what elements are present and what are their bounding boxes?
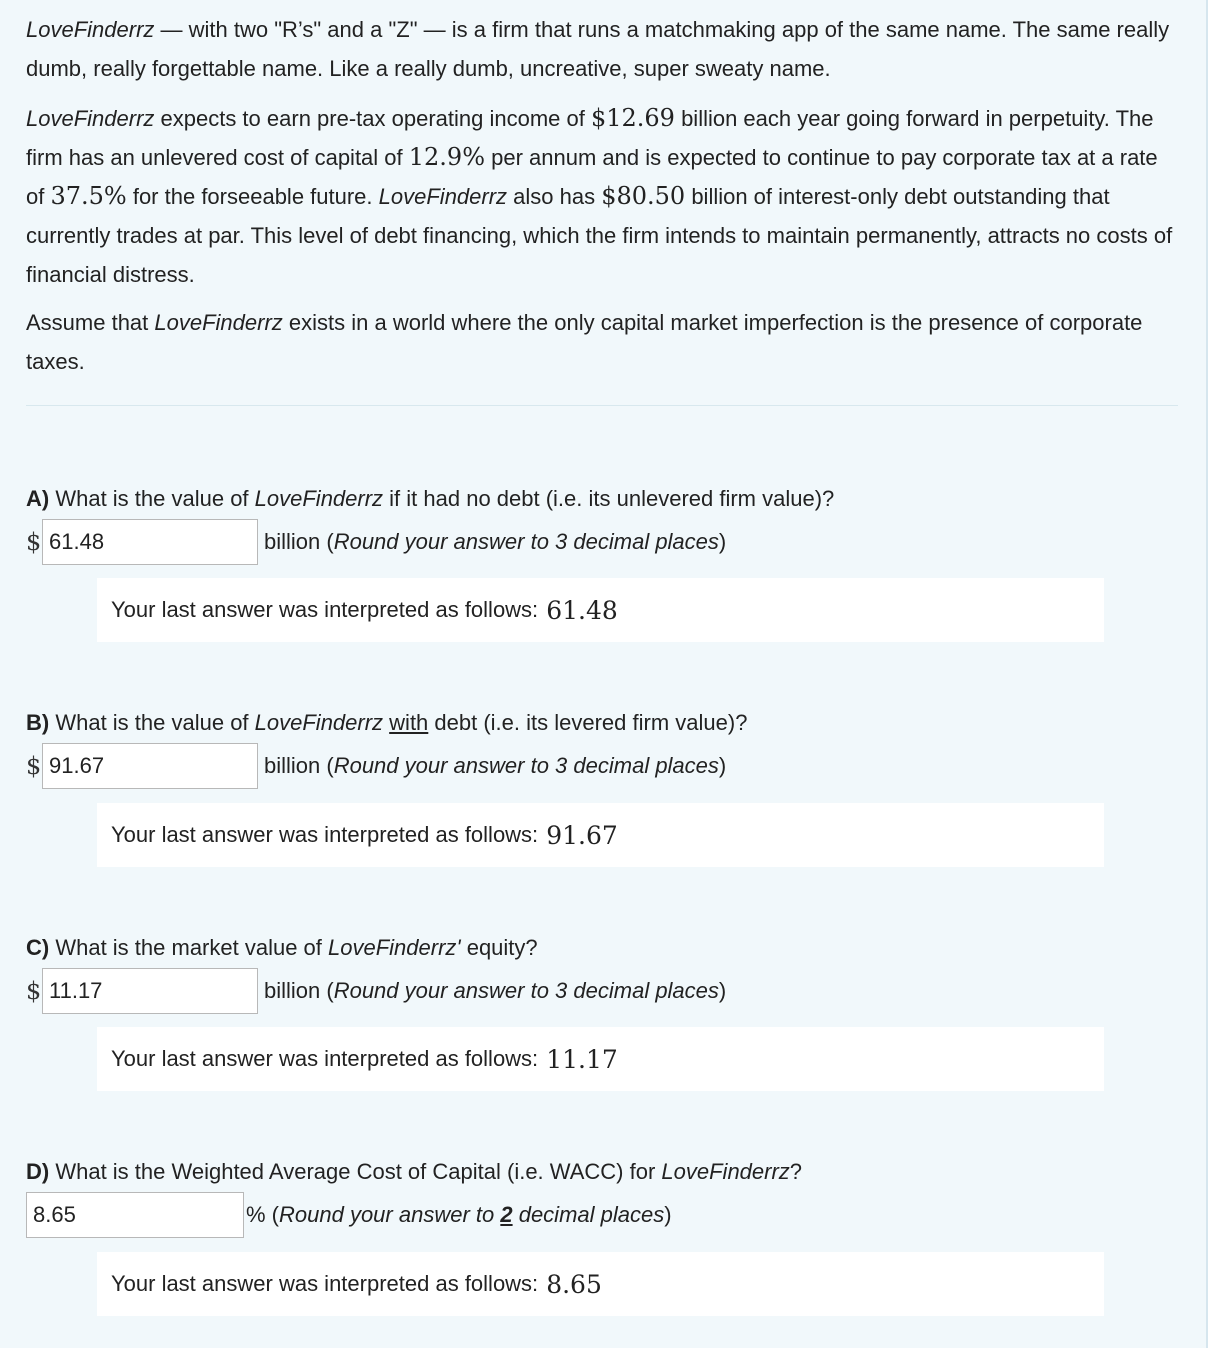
rounding-hint bbox=[279, 1202, 664, 1227]
feedback-label: Your last answer was interpreted as follows: bbox=[111, 822, 539, 847]
answer-suffix-a bbox=[264, 529, 726, 555]
question-label: B) bbox=[26, 710, 50, 735]
rounding-hint: Round your answer to 3 decimal places bbox=[333, 529, 719, 554]
feedback-box-a bbox=[97, 578, 1104, 642]
question-text: equity? bbox=[460, 935, 538, 960]
company-name: LoveFinderrz bbox=[254, 486, 384, 511]
answer-input-c[interactable] bbox=[42, 968, 258, 1014]
unit-text: ) bbox=[718, 978, 727, 1003]
company-name: LoveFinderrz bbox=[26, 17, 155, 42]
feedback-label: Your last answer was interpreted as follows: bbox=[111, 1271, 539, 1296]
intro-text: per annum and is expected to continue to pay corporate tax at a rate of bbox=[26, 145, 1158, 209]
feedback-value: 91.67 bbox=[546, 820, 618, 850]
company-name: LoveFinderrz bbox=[154, 310, 283, 335]
company-name: LoveFinderrz' bbox=[328, 935, 461, 960]
rounding-hint: Round your answer to 3 decimal places bbox=[333, 978, 719, 1003]
unit-text: ) bbox=[718, 753, 727, 778]
question-text: What is the Weighted Average Cost of Capital (i.e. WACC) for bbox=[49, 1159, 662, 1184]
unit-text: billion ( bbox=[264, 978, 334, 1003]
dollar-sign: $ bbox=[26, 528, 42, 556]
unit-text: ) bbox=[718, 529, 727, 554]
question-text: What is the market value of bbox=[49, 935, 328, 960]
question-d bbox=[26, 1157, 1178, 1239]
intro-text: — with two "R’s" and a "Z" — is a firm that runs a matchmaking app of the same name. The same really dumb, really forgettable name. Like a really dumb, uncreative, super sweaty name. bbox=[26, 17, 1170, 81]
company-name: LoveFinderrz bbox=[26, 106, 155, 131]
dollar-sign: $ bbox=[26, 752, 42, 780]
tax-rate-value: 37.5% bbox=[50, 182, 127, 210]
dollar-sign: $ bbox=[26, 977, 42, 1005]
intro-text: also has bbox=[507, 184, 602, 209]
question-text: What is the value of bbox=[49, 486, 255, 511]
question-text: if it had no debt (i.e. its unlevered firm value)? bbox=[383, 486, 835, 511]
answer-row-a bbox=[26, 518, 1178, 566]
intro-paragraph-1 bbox=[26, 10, 1178, 88]
answer-suffix-d bbox=[246, 1202, 672, 1228]
answer-input-d[interactable] bbox=[26, 1192, 244, 1238]
rounding-hint-text: Round your answer to bbox=[279, 1202, 501, 1227]
unit-text: ) bbox=[664, 1202, 672, 1227]
intro-text: expects to earn pre-tax operating income of bbox=[154, 106, 591, 131]
unit-text: billion ( bbox=[264, 753, 334, 778]
question-a bbox=[26, 484, 1178, 566]
answer-input-a[interactable] bbox=[42, 519, 258, 565]
feedback-box-b bbox=[97, 803, 1104, 867]
feedback-value: 61.48 bbox=[546, 595, 618, 625]
feedback-box-d bbox=[97, 1252, 1104, 1316]
question-label: D) bbox=[26, 1159, 50, 1184]
feedback-box-c bbox=[97, 1027, 1104, 1091]
unit-text: % ( bbox=[246, 1202, 279, 1227]
cost-of-capital-value: 12.9% bbox=[408, 143, 486, 171]
question-label: A) bbox=[26, 486, 50, 511]
emphasis-with: with bbox=[389, 710, 429, 735]
answer-suffix-c bbox=[264, 978, 726, 1004]
answer-row-b bbox=[26, 742, 1178, 790]
intro-text: for the forseeable future. bbox=[126, 184, 379, 209]
company-name: LoveFinderrz bbox=[661, 1159, 790, 1184]
feedback-value: 11.17 bbox=[546, 1044, 618, 1074]
question-c-text bbox=[26, 933, 1178, 963]
company-name: LoveFinderrz bbox=[254, 710, 384, 735]
debt-value: $80.50 bbox=[601, 182, 686, 210]
question-text: debt (i.e. its levered firm value)? bbox=[428, 710, 748, 735]
question-text: ? bbox=[789, 1159, 803, 1184]
intro-paragraph-3 bbox=[26, 303, 1178, 381]
rounding-hint-text: decimal places bbox=[512, 1202, 665, 1227]
unit-text: billion ( bbox=[264, 529, 334, 554]
answer-suffix-b bbox=[264, 753, 726, 779]
company-name: LoveFinderrz bbox=[378, 184, 508, 209]
intro-text: billion of interest-only debt outstanding that currently trades at par. This level of debt financing, which the firm intends to maintain permanently, attracts no costs of financial distress. bbox=[26, 184, 1173, 287]
feedback-label: Your last answer was interpreted as follows: bbox=[111, 1046, 539, 1071]
answer-row-d bbox=[26, 1191, 1178, 1239]
question-a-text bbox=[26, 484, 1178, 514]
intro-text: Assume that bbox=[26, 310, 155, 335]
feedback-label: Your last answer was interpreted as follows: bbox=[111, 597, 539, 622]
feedback-value: 8.65 bbox=[546, 1269, 602, 1299]
question-b-text bbox=[26, 708, 1178, 738]
question-d-text bbox=[26, 1157, 1178, 1187]
question-b bbox=[26, 708, 1178, 790]
rounding-hint: Round your answer to 3 decimal places bbox=[333, 753, 719, 778]
intro-text: billion each year going forward in perpetuity. The firm has an unlevered cost of capital of bbox=[26, 106, 1154, 170]
question-text: What is the value of bbox=[49, 710, 255, 735]
section-divider bbox=[26, 405, 1178, 406]
rounding-hint-number: 2 bbox=[500, 1202, 513, 1227]
answer-row-c bbox=[26, 967, 1178, 1015]
question-label: C) bbox=[26, 935, 50, 960]
answer-input-b[interactable] bbox=[42, 743, 258, 789]
intro-text: exists in a world where the only capital market imperfection is the presence of corporate taxes. bbox=[26, 310, 1143, 374]
intro-paragraph-2 bbox=[26, 99, 1178, 294]
question-c bbox=[26, 933, 1178, 1015]
operating-income-value: $12.69 bbox=[590, 104, 675, 132]
